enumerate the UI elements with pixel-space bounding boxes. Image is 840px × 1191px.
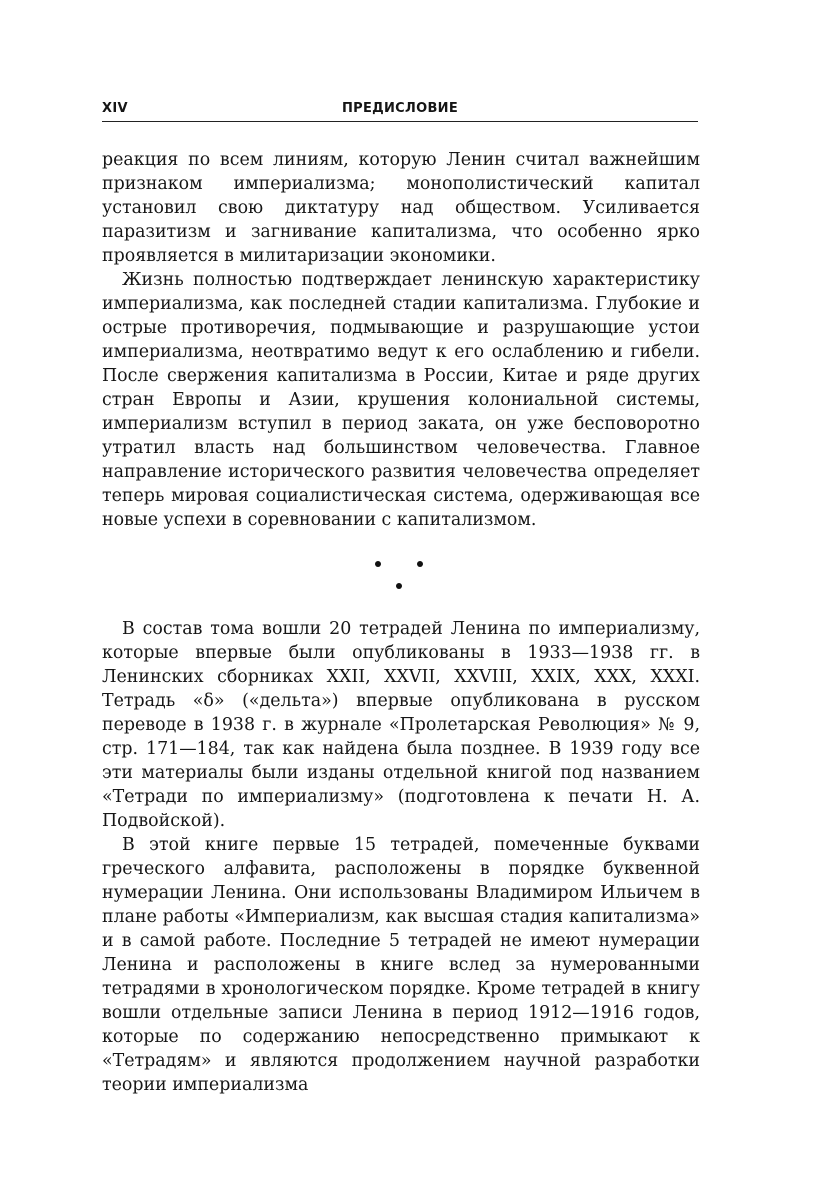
preface-text-part-1: [102, 148, 700, 532]
running-head: [102, 101, 698, 122]
preface-text-part-2: [102, 617, 700, 1097]
paragraph: В этой книге первые 15 тетрадей, помеченные буквами греческого алфавита, расположены в порядке буквенной нумерации Ленина. Они использованы Владимиром Ильичем в плане работы «Империализм, как высшая стадия капитализма» и в самой работе. Последние 5 тетрадей не имеют нумерации Ленина и расположены в книге вслед за нумерованными тетрадями в хронологическом порядке. Кроме тетрадей в книгу вошли отдельные записи Ленина в период 1912—1916 годов, которые по содержанию непосредственно примыкают к «Тетрадям» и являются продолжением научной разработки теории империализма: [102, 835, 700, 1095]
section-separator-asterism: [360, 558, 440, 594]
paragraph: В состав тома вошли 20 тетрадей Ленина по империализму, которые впервые были опубликованы в 1933—1938 гг. в Ленинских сборниках XXII, XXVII, XXVIII, XXIX, XXX, XXXI. Тетрадь «δ» («дельта») впервые опубликована в русском переводе в 1938 г. в журнале «Пролетарская Революция» № 9, стр. 171—184, так как найдена была позднее. В 1939 году все эти материалы были изданы отдельной книгой под названием «Тетради по империализму» (подготовлена к печати Н. А. Подвойской).: [102, 619, 700, 831]
separator-dot: [417, 561, 423, 567]
paragraph-continued: реакция по всем линиям, которую Ленин считал важнейшим признаком империализма; монополистический капитал установил свою диктатуру над обществом. Усиливается паразитизм и загнивание капитализма, что особенно ярко проявляется в милитаризации экономики.: [102, 150, 700, 266]
paragraph: Жизнь полностью подтверждает ленинскую характеристику империализма, как последней стадии капитализма. Глубокие и острые противоречия, подмывающие и разрушающие устои империализма, неотвратимо ведут к его ослаблению и гибели. После свержения капитализма в России, Китае и ряде других стран Европы и Азии, крушения колониальной системы, империализм вступил в период заката, он уже бесповоротно утратил власть над большинством человечества. Главное направление исторического развития человечества определяет теперь мировая социалистическая система, одерживающая все новые успехи в соревновании с капитализмом.: [102, 270, 700, 530]
page-number: XIV: [102, 101, 128, 116]
separator-dot: [396, 583, 402, 589]
separator-dot: [375, 561, 381, 567]
running-title: ПРЕДИСЛОВИЕ: [341, 101, 459, 116]
